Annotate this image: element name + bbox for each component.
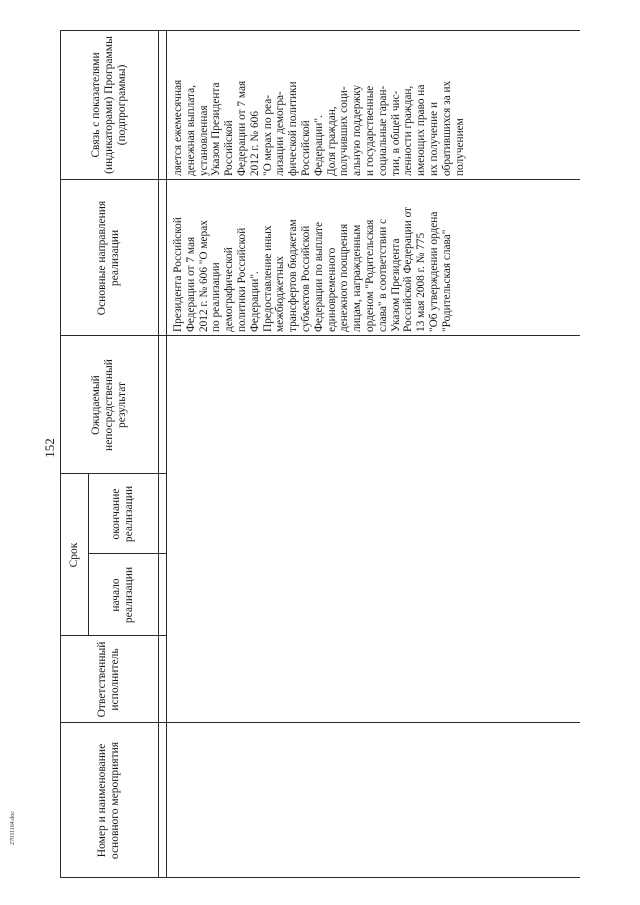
header-measure-name: Номер и наименование основного мероприятия — [96, 741, 121, 860]
header-term-end: окончание реализации — [110, 485, 135, 543]
main-directions-text: Президента Российской Федерации от 7 мая 2012 г. № 606 "О мерах по реализации демографической политики Российской Федерации". Предоставление иных межбюджетных трансфертов бюджетам субъектов Российской Федерации по выплате единовременного денежного поощрения лицам, награжденным орденом "Родительская слава" в соответствии с Указом Президента Российской Федерации от 13 мая 2008 г. № 775 "Об утверждении ордена "Родительская слава" — [172, 206, 453, 332]
page-number: 152 — [41, 438, 57, 458]
file-stamp: 27031164.doc — [10, 811, 16, 845]
indicators-link-text: ляется ежемесячная денежная выплата, установленная Указом Президента Российской Федерации от 7 мая 2012 г. № 606 "О мерах по реа- лизации демогра- фической политики Российской Федерации". Доля граждан, получивших соци- альную поддержку и государственные социальные гаран- тии, в общей чис- ленности граждан, имеющих право на их получение и обратившихся за их получением — [172, 79, 466, 176]
header-expected-result: Ожидаемый непосредственный результат — [89, 359, 128, 451]
header-main-directions: Основные направления реализации — [96, 200, 121, 316]
header-indicators-link: Связь с показателями (индикаторами) Программы (подпрограммы) — [89, 36, 128, 174]
column-number-line — [166, 30, 167, 878]
header-term-start: начало реализации — [110, 566, 135, 624]
header-executor: Ответственный исполнитель — [96, 641, 121, 718]
header-bottom-line — [158, 30, 159, 878]
header-term: Срок — [67, 542, 80, 568]
measures-table — [60, 30, 580, 878]
